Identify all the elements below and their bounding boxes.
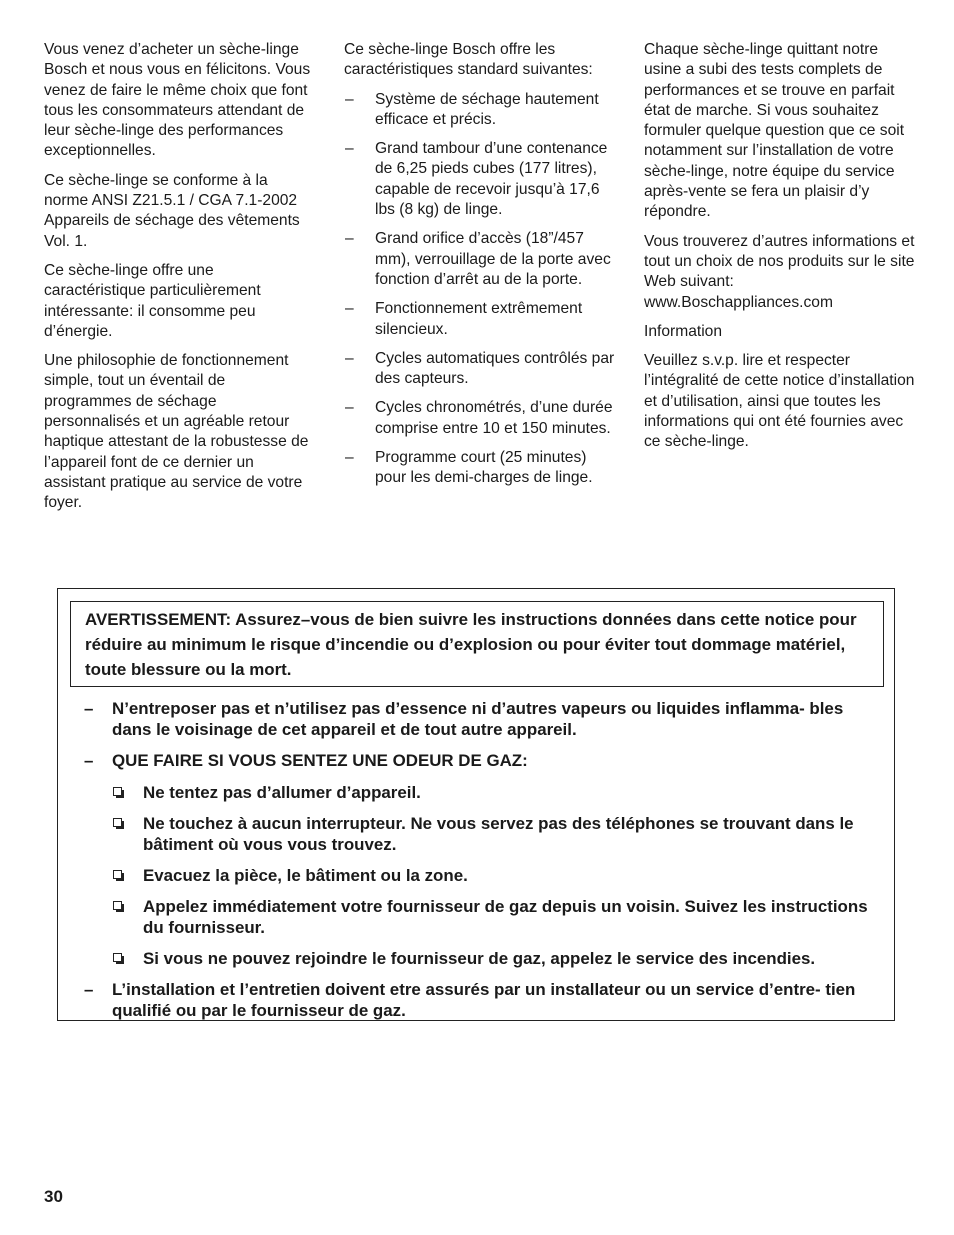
testing-paragraph: Chaque sèche-linge quittant notre usine a subi des tests complets de performances et se trouve en parfait état de marche. Si vous souhaitez formuler quelque question que ce soit notamment sur l’installation de votre sèche-linge, notre équipe du service après-vente se fera un plaisir d’y répondre. xyxy=(644,41,905,221)
gas-odor-steps xyxy=(112,782,884,969)
dash-marker: – xyxy=(84,980,94,999)
page-number: 30 xyxy=(44,1187,63,1206)
dash-marker: – xyxy=(345,300,354,318)
list-item: – Cycles automatiques contrôlés par des capteurs. xyxy=(345,349,615,388)
warning-item: – QUE FAIRE SI VOUS SENTEZ UNE ODEUR DE GAZ: Ne tentez pas d’allumer d’appareil. Ne touchez à aucun interrupteur. Ne vous servez pas des téléphones se trouvant dans le bâtiment où vous vous trouvez. Evacuez la pièce, le bâtiment ou la zone. Appelez immédiatement votre fournisseur de gaz depuis un voisin. Suivez les instructions du fournisseur. Si vous ne pouvez rejoindre le fournisseur de gaz, appelez le service des incendies. xyxy=(84,750,884,969)
list-item: – Grand tambour d’une contenance de 6,25 pieds cubes (177 litres), capable de recevoir jusqu’à 17,6 lbs (8 kg) de linge. xyxy=(345,140,608,219)
features-list xyxy=(344,90,616,489)
warning-item: – N’entreposer pas et n’utilisez pas d’essence ni d’autres vapeurs ou liquides inflamma- bles dans le voisinage de cet appareil et de tout autre appareil. xyxy=(84,699,844,739)
dash-marker: – xyxy=(84,751,94,770)
website-paragraph: Vous trouverez d’autres informations et tout un choix de nos produits sur le site Web suivant: www.Boschappliances.com xyxy=(644,232,915,311)
list-item: – Cycles chronométrés, d’une durée comprise entre 10 et 150 minutes. xyxy=(345,399,613,437)
checkbox-bullet-icon xyxy=(113,818,122,827)
standard-compliance-paragraph: Ce sèche-linge se conforme à la norme ANSI Z21.5.1 / CGA 7.1-2002 Appareils de séchage des vêtements Vol. 1. xyxy=(44,171,300,250)
dash-marker: – xyxy=(345,230,354,248)
information-heading: Information xyxy=(644,322,723,340)
features-column xyxy=(344,40,616,498)
philosophy-paragraph: Une philosophie de fonctionnement simple, tout un éventail de programmes de séchage personnalisés et un agréable retour haptique attestant de la robustesse de l’appareil font de ce dernier un assistant pratique au service de votre foyer. xyxy=(44,352,309,512)
list-item: Ne touchez à aucun interrupteur. Ne vous servez pas des téléphones se trouvant dans le bâtiment où vous vous trouvez. xyxy=(112,813,884,855)
dash-marker: – xyxy=(345,90,354,108)
checkbox-bullet-icon xyxy=(113,787,122,796)
checkbox-bullet-icon xyxy=(113,870,122,879)
dash-marker: – xyxy=(345,399,354,417)
dash-marker: – xyxy=(345,349,354,367)
list-item: Appelez immédiatement votre fournisseur de gaz depuis un voisin. Suivez les instructions du fournisseur. xyxy=(112,896,884,938)
checkbox-bullet-icon xyxy=(113,953,122,962)
intro-column xyxy=(44,40,314,523)
list-item: – Fonctionnement extrêmement silencieux. xyxy=(345,300,583,338)
intro-paragraph: Vous venez d’acheter un sèche-linge Bosch et nous vous en félicitons. Vous venez de faire le même choix que font tous les consommateurs attendant de leur sèche-linge des performances exceptionnelles. xyxy=(44,41,311,160)
dash-marker: – xyxy=(345,140,354,158)
info-column xyxy=(644,40,916,462)
warning-item: – L’installation et l’entretien doivent etre assurés par un installateur ou un service d’entre- tien qualifié ou par le fournisseur de gaz. xyxy=(84,980,856,1020)
list-item: – Système de séchage hautement efficace et précis. xyxy=(345,90,599,128)
list-item: Si vous ne pouvez rejoindre le fournisseur de gaz, appelez le service des incendies. xyxy=(112,948,884,969)
list-item: Ne tentez pas d’allumer d’appareil. xyxy=(112,782,884,803)
energy-paragraph: Ce sèche-linge offre une caractéristique particulièrement intéressante: il consomme peu d’énergie. xyxy=(44,261,261,340)
list-item: – Grand orifice d’accès (18”/457 mm), verrouillage de la porte avec fonction d’arrêt au de la porte. xyxy=(345,230,611,288)
dash-marker: – xyxy=(84,699,94,718)
checkbox-bullet-icon xyxy=(113,901,122,910)
list-item: Evacuez la pièce, le bâtiment ou la zone. xyxy=(112,865,884,886)
features-intro: Ce sèche-linge Bosch offre les caractéristiques standard suivantes: xyxy=(344,41,593,79)
read-notice-paragraph: Veuillez s.v.p. lire et respecter l’intégralité de cette notice d’installation et d’utilisation, ainsi que toutes les informations qui ont été fournies avec ce sèche-linge. xyxy=(644,352,915,451)
warning-box: AVERTISSEMENT: Assurez–vous de bien suivre les instructions données dans cette notice pour réduire au minimum le risque d’incendie ou d’explosion ou pour éviter tout dommage matériel, toute blessure ou la mort. xyxy=(70,601,884,687)
warning-list xyxy=(84,698,884,1031)
dash-marker: – xyxy=(345,449,354,467)
list-item: – Programme court (25 minutes) pour les demi-charges de linge. xyxy=(345,449,593,487)
